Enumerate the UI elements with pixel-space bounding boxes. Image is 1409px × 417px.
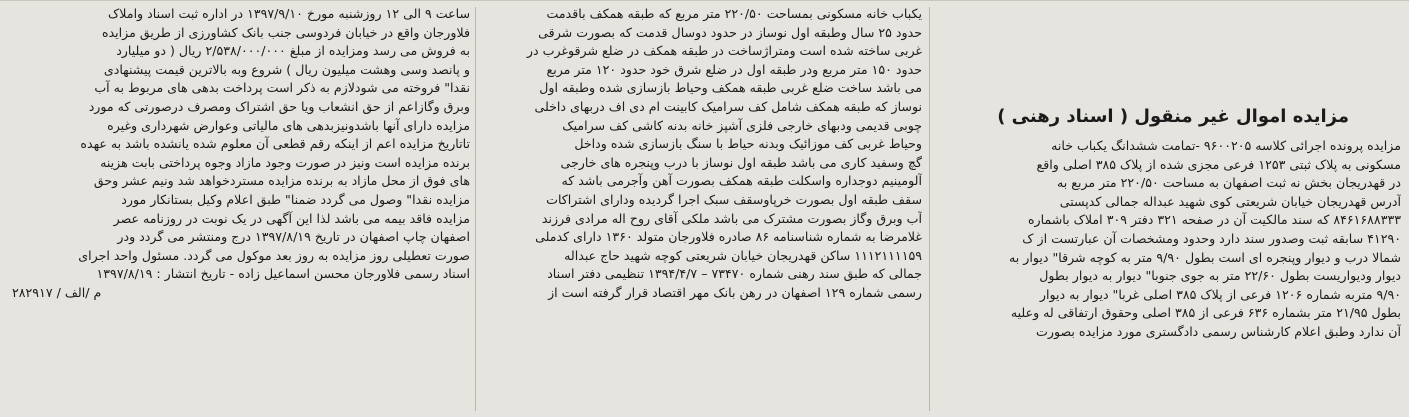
text-line: ۸۴۶۱۶۸۸۳۳۳ که سند مالکیت آن در صفحه ۳۲۱ دفتر ۳۰۹ املاک باشماره (1027, 212, 1401, 228)
notice-column-left (12, 5, 470, 413)
column-divider (475, 7, 476, 411)
text-line: وحیاط غربی کف موزائیک وبدنه حیاط با سنگ بازسازی شده وداخل (574, 136, 922, 152)
text-line: غربی ساخته شده است ومترا‌ژساخت در طبقه همکف در ضلع شرقوغرب در (526, 43, 922, 59)
text-line: ۱۱۱۲۱۱۱۱۵۹ ساکن قهدریجان خیابان شریعتی کوچه شهید حاج عبداله (564, 247, 922, 263)
text-line: تاتاریخ مزایده اعم از اینکه رقم قطعی آن معلوم شده یانشده باشد به عهده (80, 136, 470, 152)
text-line: برنده مزایده است ونیز در صورت وجود مازاد وجوه پرداختی بابت هزینه (100, 154, 470, 170)
text-line: به فروش می رسد ومزایده از مبلغ ۲/۵۳۸/۰۰۰/۰۰۰ ریال ( دو میلیارد (116, 43, 470, 59)
text-line: اسناد رسمی فلاورجان محسن اسماعیل زاده - تاریخ انتشار : ۱۳۹۷/۸/۱۹ (96, 266, 470, 282)
text-line: های فوق از محل مازاد به برنده مزایده مستردخواهد شد ونیم عشر وحق (93, 173, 470, 189)
text-line: ۴۱۲۹۰ سابقه ثبت وصدور سند دارد وحدود ومشخصات آن عبارتست از ک (1022, 230, 1401, 246)
text-line: مزایده نقدا" وصول می گردد ضمنا" طبق اعلام وکیل بستانکار مورد (121, 191, 470, 207)
text-line: در قهدریجان بخش نه ثبت اصفهان به مساحت ۲۲۰/۵۰ متر مربع به (1056, 175, 1401, 191)
text-line: و پانصد وسی وهشت میلیون ریال ) شروع وبه بالاترین قیمت پیشنهادی (103, 61, 470, 77)
text-line: ساعت ۹ الی ۱۲ روزشنبه مورخ ۱۳۹۷/۹/۱۰ در اداره ثبت اسناد واملاک (108, 6, 470, 21)
text-line: نوساز که طبقه همکف شامل کف سرامیک کابینت ام دی اف دربهای داخلی (534, 98, 922, 114)
text-line: مزایده پرونده اجرائی کلاسه ۹۶۰۰۲۰۵ -تمامت ششدانگ یکباب خانه (1051, 138, 1401, 153)
text-line: حدود ۱۵۰ متر مربع ودر طبقه اول در ضلع شرق خود حدود ۱۲۰ متر مربع (546, 61, 922, 77)
text-line: می باشد ساخت ضلع غربی طبقه همکف وحیاط بازسازی شده وطبقه اول (539, 80, 922, 96)
text-line: دیوار ودیواریست بطول ۲۲/۶۰ متر به جوی جنوبا" دیوار به دیوار بطول (1039, 268, 1401, 284)
text-line: چوبی قدیمی ودبهای خارجی فلزی آشپز خانه بدنه کاشی کف سرامیک (562, 117, 922, 133)
text-line: رسمی شماره ۱۲۹ اصفهان در رهن بانک مهر اقتصاد قرار گرفته است از (548, 284, 922, 300)
notice-title: مزایده اموال غیر منقول ( اسناد رهنی ) (997, 106, 1349, 127)
text-line: مزایده دارای آنها باشدونیزبدهی های مالیاتی وعوارض شهرداری وغیره (107, 117, 470, 133)
text-line: مزایده فاقد بیمه می باشد لذا این آگهی در یک نوبت در روزنامه عصر (113, 210, 470, 226)
text-line: گچ وسفید کاری می باشد طبقه اول نوساز با درب وپنجره های خارجی (560, 154, 922, 170)
text-line: صورت تعطیلی روز مزایده به روز بعد موکول می گردد. مسئول واحد اجرای (78, 247, 470, 263)
text-line: اصفهان چاپ اصفهان در تاریخ ۱۳۹۷/۸/۱۹ درج ومنتشر می گردد ودر (117, 229, 470, 245)
text-line: ۹/۹۰ متربه شماره ۱۲۰۶ فرعی از پلاک ۳۸۵ اصلی غربا" دیوار به دیوار (1039, 286, 1401, 302)
text-line: نقدا" فروخته می شودلازم به ذکر است پرداخت بدهی های مربوط به آب (94, 80, 470, 96)
text-line: حدود ۲۵ سال وطبقه اول نوساز در حدود دوسال قدمت که بصورت شرقی (538, 24, 922, 40)
text-line: آلومینیم دوجداره واسکلت طبقه همکف بصورت آهن وآجرمی باشد که (561, 173, 922, 189)
notice-column-middle (482, 5, 922, 413)
text-line: سقف طبقه اول بصورت خرپاوسقف سبک اجرا گردیده ودارای اشتراکات (546, 191, 922, 207)
column-divider (929, 7, 930, 411)
text-line: وبرق وگازاعم از حق انشعاب ویا حق اشتراک ومصرف درصورتی که مورد (88, 98, 470, 114)
text-line: آدرس قهدریجان خیابان شریعتی کوی شهید عبداله جمالی کدپستی (1059, 193, 1401, 209)
text-line: غلامرضا به شماره شناسنامه ۸۶ صادره فلاورجان متولد ۱۳۶۰ دارای کدملی (535, 229, 922, 245)
text-line: مسکونی به پلاک ثبتی ۱۲۵۳ فرعی مجزی شده از پلاک ۳۸۵ اصلی واقع (1036, 156, 1401, 172)
text-line: یکباب خانه مسکونی بمساحت ۲۲۰/۵۰ متر مربع که طبقه همکف باقدمت (546, 6, 922, 21)
reference-number: م /الف / ۲۸۲۹۱۷ (12, 284, 102, 300)
text-line: آب وبرق وگاز بصورت مشترک می باشد ملکی آقای روح اله مرادی فرزند (541, 210, 922, 226)
notice-column-right (936, 5, 1401, 413)
text-line: جمالی که طبق سند رهنی شماره ۷۳۴۷۰ – ۱۳۹۴/۴/۷ تنظیمی دفتر اسناد (547, 266, 922, 282)
text-line: آن ندارد وطبق اعلام کارشناس رسمی دادگستری مورد مزایده بصورت (1036, 323, 1401, 339)
text-line: فلاورجان واقع در خیابان فردوسی جنب بانک کشاورزی از طریق مزایده (101, 24, 470, 40)
text-line: بطول ۲۱/۹۵ متر بشماره ۶۳۶ فرعی از ۳۸۵ اصلی وحقوق ارتفاقی له وعلیه (1010, 305, 1401, 321)
text-line: شمالا درب و دیوار وپنجره ای است بطول ۹/۹۰ متر به کوچه شرقا" دیوار به (1008, 249, 1401, 265)
